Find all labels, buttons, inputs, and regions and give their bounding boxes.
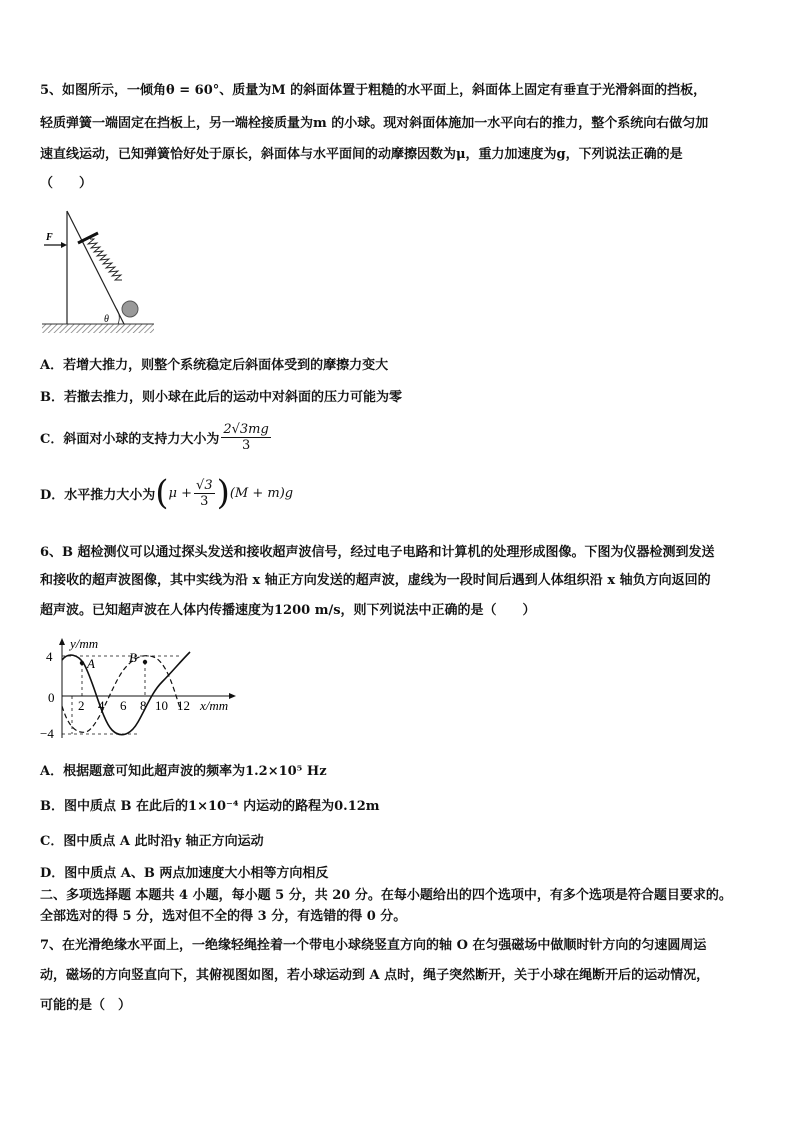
q5-option-c (40, 422, 273, 453)
x-tick-8: 8 (140, 698, 147, 713)
q6-stem-line-2: 和接收的超声波图像，其中实线为沿 x 轴正方向发送的超声波，虚线为一段时间后遇到人体组织沿 x 轴负方向返回的 (40, 573, 711, 588)
q5-option-c-numerator: 2√3mg (223, 422, 269, 437)
q5-option-d (40, 473, 294, 513)
point-a-dot (80, 661, 84, 665)
q7-stem-line-1: 7、在光滑绝缘水平面上，一绝缘轻绳拴着一个带电小球绕竖直方向的轴 O 在匀强磁场中做顺时针方向的匀速圆周运 (40, 938, 707, 953)
q5-option-b: B．若撤去推力，则小球在此后的运动中对斜面的压力可能为零 (40, 390, 402, 405)
force-label: F (46, 232, 53, 243)
q5-stem-line-1: 5、如图所示，一倾角θ = 60°、质量为M 的斜面体置于粗糙的水平面上，斜面体上固定有垂直于光滑斜面的挡板， (40, 83, 707, 98)
q6-option-c: C．图中质点 A 此时沿y 轴正方向运动 (40, 834, 264, 849)
q5-option-d-mu: μ + (168, 485, 193, 501)
x-tick-4: 4 (98, 698, 105, 713)
left-paren: ( (155, 473, 169, 513)
q5-option-c-text: C．斜面对小球的支持力大小为 (40, 432, 220, 447)
point-b-label: B (129, 650, 137, 665)
angle-label: θ (104, 314, 109, 325)
q6-stem-line-1: 6、B 超检测仪可以通过探头发送和接收超声波信号，经过电子电路和计算机的处理形成图像。下图为仪器检测到发送 (40, 545, 715, 560)
q6-stem-line-3: 超声波。已知超声波在人体内传播速度为1200 m/s，则下列说法中正确的是（ ） (40, 603, 536, 618)
q7-stem-line-2: 动，磁场的方向竖直向下，其俯视图如图，若小球运动到 A 点时，绳子突然断开，关于小球在绳断开后的运动情况， (40, 968, 710, 983)
section2-instructions-line-2: 全部选对的得 5 分，选对但不全的得 3 分，有选错的得 0 分。 (40, 909, 407, 924)
q5-option-a: A．若增大推力，则整个系统稳定后斜面体受到的摩擦力变大 (40, 358, 389, 373)
section2-instructions-line-1: 二、多项选择题 本题共 4 小题，每小题 5 分，共 20 分。在每小题给出的四个选项中，有多个选项是符合题目要求的。 (40, 888, 732, 903)
q5-answer-bracket: （ ） (40, 176, 93, 191)
x-axis-label: x/mm (200, 698, 229, 713)
y-tick-minus-4: −4 (40, 726, 54, 741)
q5-stem-line-3: 速直线运动，已知弹簧恰好处于原长，斜面体与水平面间的动摩擦因数为μ，重力加速度为g，下列说法正确的是 (40, 147, 683, 162)
point-a-label: A (87, 656, 95, 671)
q5-option-d-fraction (194, 478, 215, 509)
q5-option-c-fraction (221, 422, 270, 453)
y-axis-label: y/mm (70, 636, 99, 651)
q5-option-c-denominator: 3 (241, 438, 251, 453)
y-tick-0: 0 (48, 690, 55, 705)
x-tick-12: 12 (177, 698, 190, 713)
y-tick-4: 4 (46, 649, 53, 664)
q7-stem-line-3: 可能的是（ ） (40, 998, 132, 1013)
q5-incline-figure (40, 205, 170, 340)
x-tick-10: 10 (155, 698, 168, 713)
q6-option-d: D．图中质点 A、B 两点加速度大小相等方向相反 (40, 866, 329, 881)
q5-option-d-denominator: 3 (200, 493, 209, 509)
q5-option-d-numerator: √3 (196, 477, 213, 493)
reflected-wave-dashed (62, 656, 180, 733)
q5-stem-line-2: 轻质弹簧一端固定在挡板上，另一端栓接质量为m 的小球。现对斜面体施加一水平向右的推力，整个系统向右做匀加 (40, 116, 709, 131)
x-tick-6: 6 (120, 698, 127, 713)
q6-wave-graph (40, 630, 260, 745)
q6-option-b: B．图中质点 B 在此后的1×10⁻⁴ 内运动的路程为0.12m (40, 799, 380, 814)
x-tick-2: 2 (78, 698, 85, 713)
point-b-dot (143, 660, 147, 664)
q6-option-a: A．根据题意可知此超声波的频率为1.2×10⁵ Hz (40, 764, 327, 779)
q5-option-d-tail: (M + m)g (229, 485, 294, 501)
q5-option-d-text: D．水平推力大小为 (40, 487, 156, 503)
right-paren: ) (216, 473, 230, 513)
